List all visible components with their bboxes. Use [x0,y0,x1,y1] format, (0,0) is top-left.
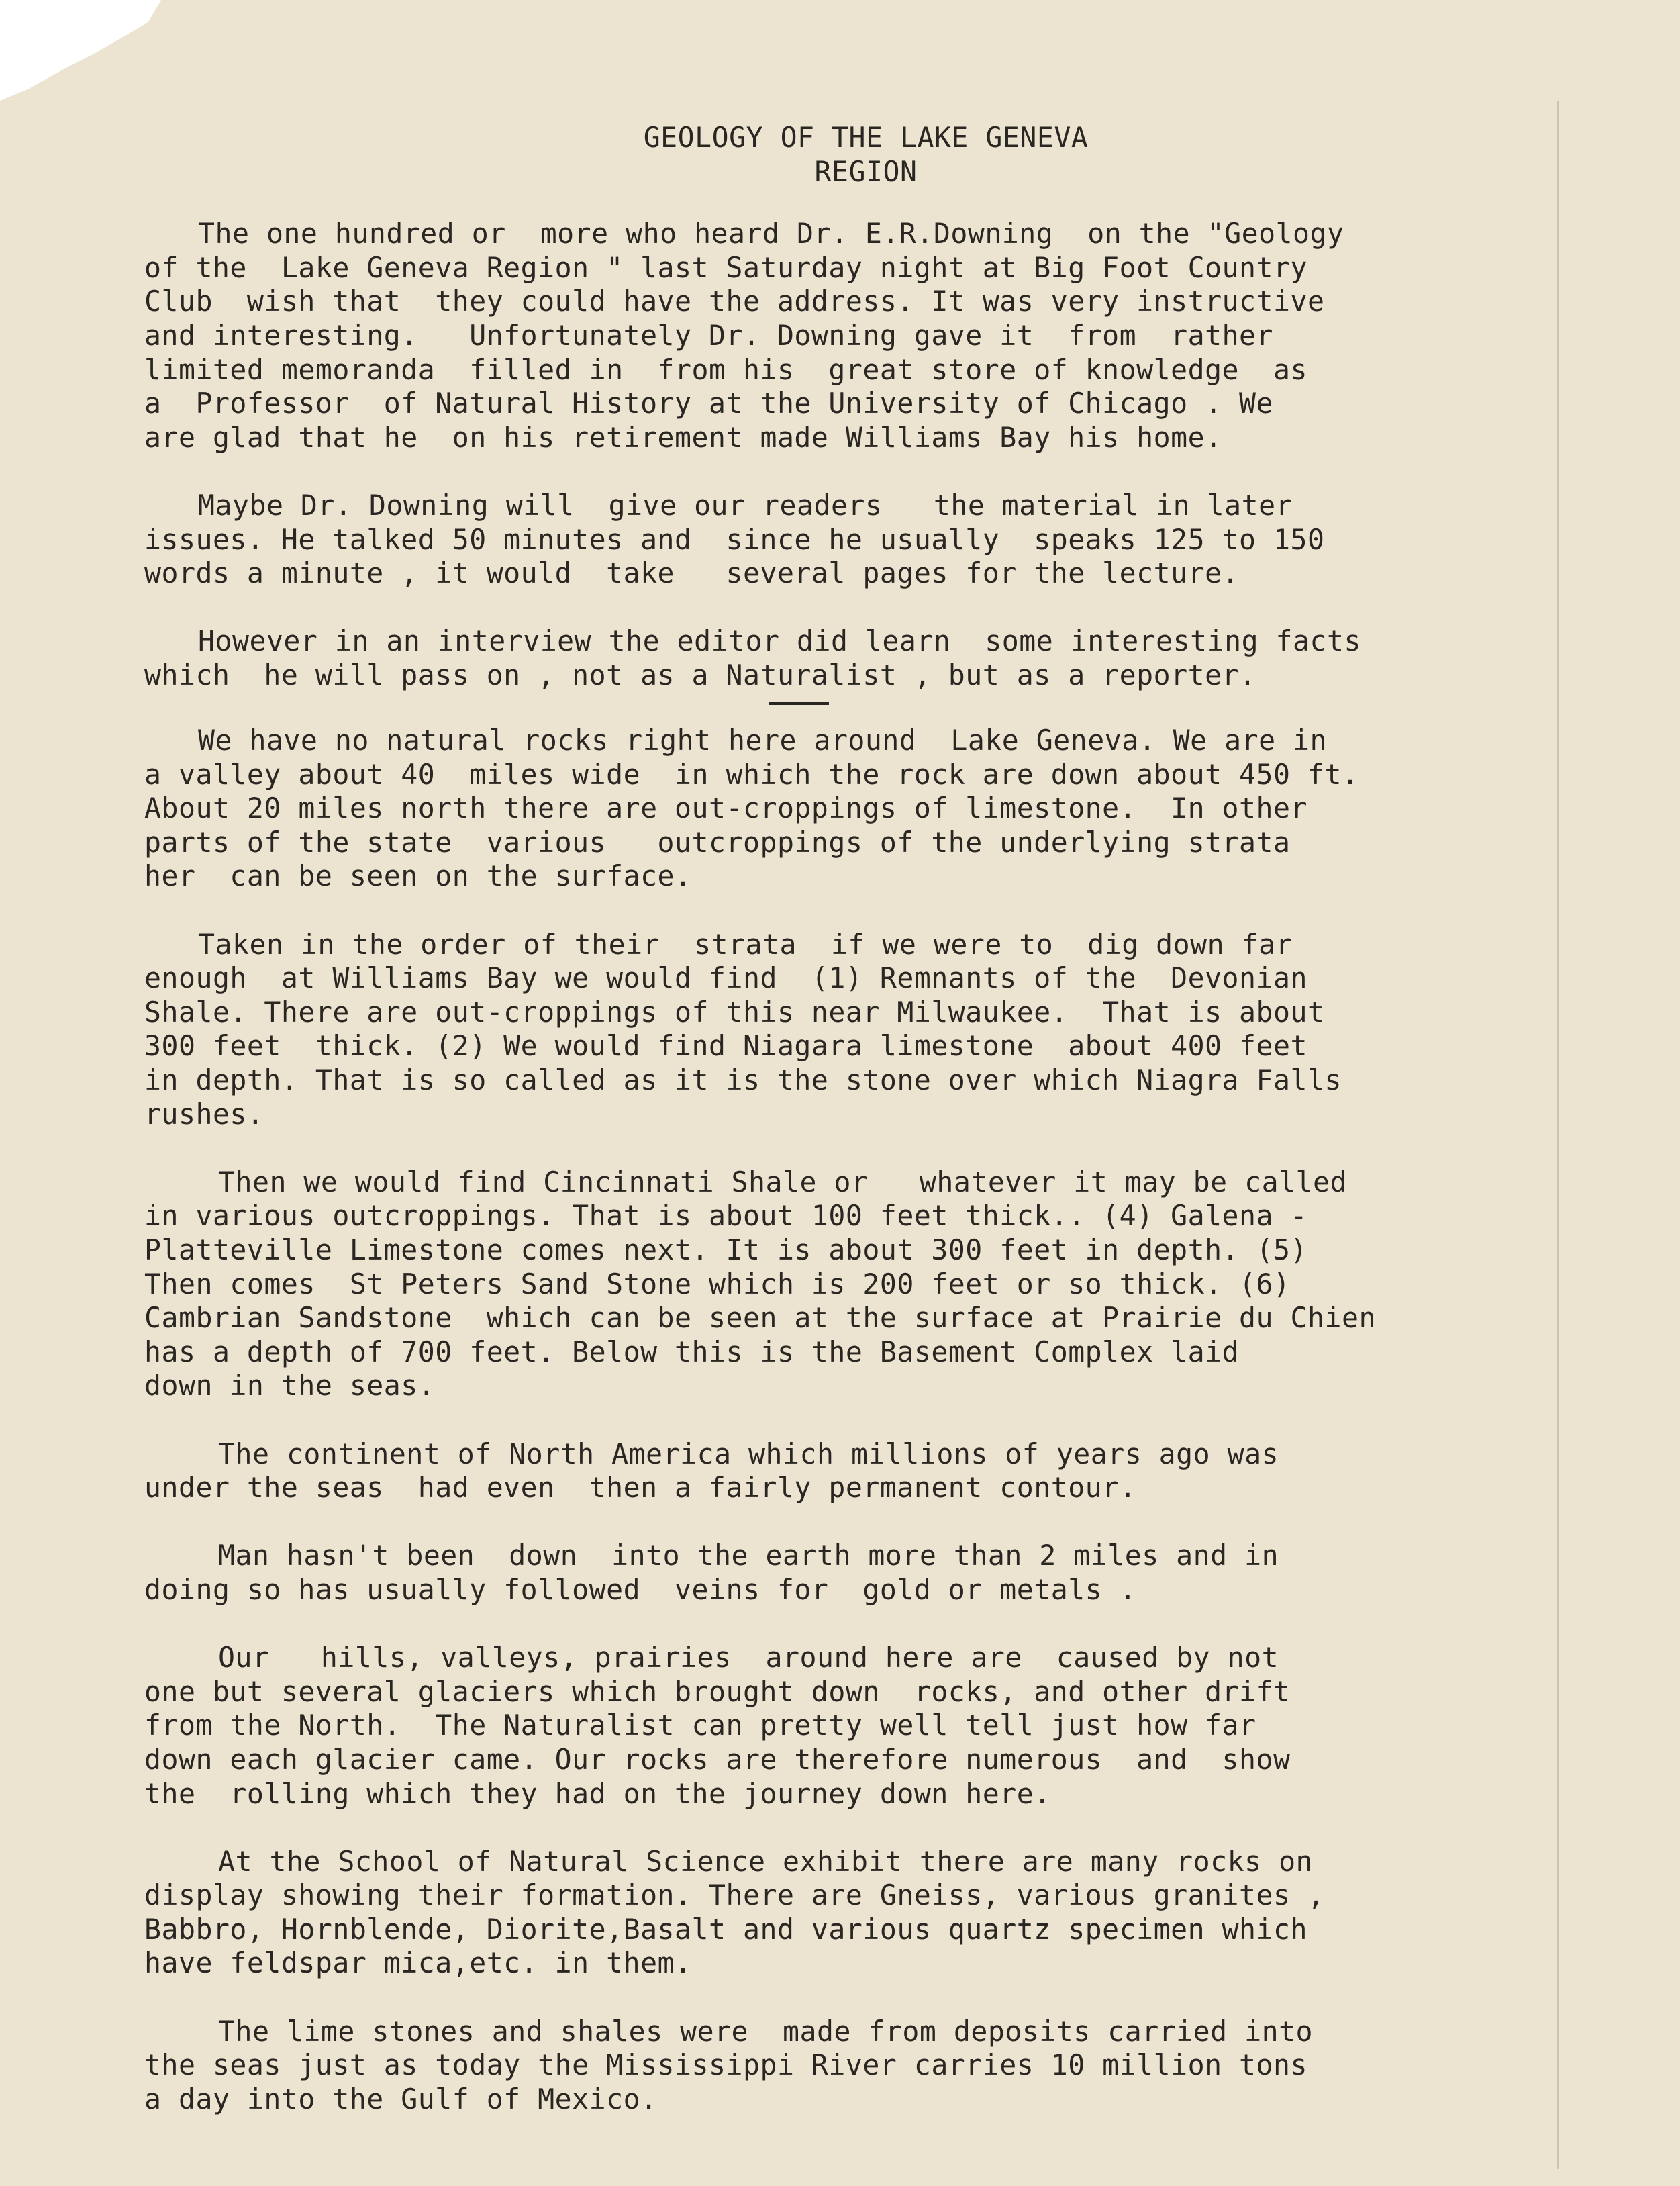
paragraph-line: the seas just as today the Mississippi River carries 10 million tons [144,2048,1307,2082]
paragraph [144,1539,1574,1607]
paragraph-line: However in an interview the editor did learn some interesting facts [198,624,1361,658]
paragraph-line: from the North. The Naturalist can pretty well tell just how far [144,1709,1256,1742]
paragraph-line: have feldspar mica,etc. in them. [144,1946,692,1980]
paragraph-line: in various outcroppings. That is about 100 feet thick.. (4) Galena - [144,1199,1307,1233]
paragraph-line: which he will pass on , not as a Naturalist , but as a reporter. [144,658,1256,692]
paragraph-line: rushes. [144,1097,264,1131]
section-separator [769,702,829,705]
paragraph-line: one but several glaciers which brought down rocks, and other drift [144,1674,1291,1708]
paragraph-line: Then we would find Cincinnati Shale or whatever it may be called [218,1165,1348,1198]
paragraph-line: under the seas had even then a fairly permanent contour. [144,1471,1137,1505]
paragraph-line: At the School of Natural Science exhibit there are many rocks on [218,1844,1314,1878]
paragraph-line: 300 feet thick. (2) We would find Niagara limestone about 400 feet [144,1029,1307,1063]
paragraph-line: a day into the Gulf of Mexico. [144,2082,658,2116]
paragraph [144,217,1574,455]
paragraph-line: a valley about 40 miles wide in which the rock are down about 450 ft. [144,757,1359,791]
paragraph-line: doing so has usually followed veins for gold or metals . [144,1572,1137,1606]
paragraph [144,1166,1574,1403]
paragraph [144,1437,1574,1505]
paragraph-line: her can be seen on the surface. [144,859,692,893]
paragraph-line: Cambrian Sandstone which can be seen at the surface at Prairie du Chien [144,1301,1376,1335]
paragraph-line: The continent of North America which millions of years ago was [218,1437,1279,1470]
torn-corner [0,0,161,101]
paragraph-line: parts of the state various outcroppings of the underlying strata [144,825,1291,859]
paragraph-line: down each glacier came. Our rocks are therefore numerous and show [144,1742,1291,1776]
paragraph-line: in depth. That is so called as it is the stone over which Niagra Falls [144,1063,1342,1097]
paragraph-line: We have no natural rocks right here around Lake Geneva. We are in [198,724,1328,757]
paragraph-line: and interesting. Unfortunately Dr. Downing gave it from rather [144,318,1274,352]
title-line: GEOLOGY OF THE LAKE GENEVA [643,121,1089,154]
paragraph-line: The one hundred or more who heard Dr. E.R.Downing on the "Geology [198,217,1344,250]
paragraph-line: a Professor of Natural History at the University of Chicago . We [144,387,1274,420]
article [144,121,1574,2150]
paragraph [144,724,1574,894]
paragraph [144,1641,1574,1811]
paragraph-line: Babbro, Hornblende, Diorite,Basalt and various quartz specimen which [144,1912,1307,1946]
paragraph-line: words a minute , it would take several pages for the lecture. [144,557,1240,590]
paragraph-line: limited memoranda filled in from his great store of knowledge as [144,352,1307,386]
paragraph-line: Club wish that they could have the address. It was very instructive [144,285,1325,318]
paragraph-line: are glad that he on his retirement made Williams Bay his home. [144,420,1222,454]
paragraph-line: display showing their formation. There are Gneiss, various granites , [144,1879,1325,1912]
article-body [144,217,1574,2116]
paragraph [144,1845,1574,1981]
paragraph-line: Man hasn't been down into the earth more than 2 miles and in [218,1539,1279,1572]
paragraph-line: issues. He talked 50 minutes and since he usually speaks 125 to 150 [144,522,1325,556]
paragraph [144,928,1574,1132]
paragraph [144,489,1574,591]
article-title [144,121,1574,189]
paragraph-line: Our hills, valleys, prairies around here are caused by not [218,1641,1279,1674]
paragraph [144,2015,1574,2117]
title-line: REGION [814,154,918,188]
paragraph-line: Taken in the order of their strata if we were to dig down far [198,927,1293,961]
paragraph-line: Maybe Dr. Downing will give our readers the material in later [198,488,1293,522]
paragraph-line: enough at Williams Bay we would find (1) Remnants of the Devonian [144,961,1307,995]
paragraph-line: the rolling which they had on the journey down here. [144,1776,1051,1810]
paragraph-line: down in the seas. [144,1369,436,1403]
paragraph-line: Shale. There are out-croppings of this near Milwaukee. That is about [144,995,1325,1029]
paragraph-line: Then comes St Peters Sand Stone which is 200 feet or so thick. (6) [144,1267,1291,1300]
paragraph-line: About 20 miles north there are out-croppings of limestone. In other [144,792,1307,825]
paragraph-line: has a depth of 700 feet. Below this is the Basement Complex laid [144,1335,1240,1368]
paragraph-line: The lime stones and shales were made from deposits carried into [218,2014,1314,2048]
paragraph-line: of the Lake Geneva Region " last Saturday night at Big Foot Country [144,250,1307,284]
paragraph [144,624,1574,692]
paragraph-line: Platteville Limestone comes next. It is about 300 feet in depth. (5) [144,1233,1307,1266]
